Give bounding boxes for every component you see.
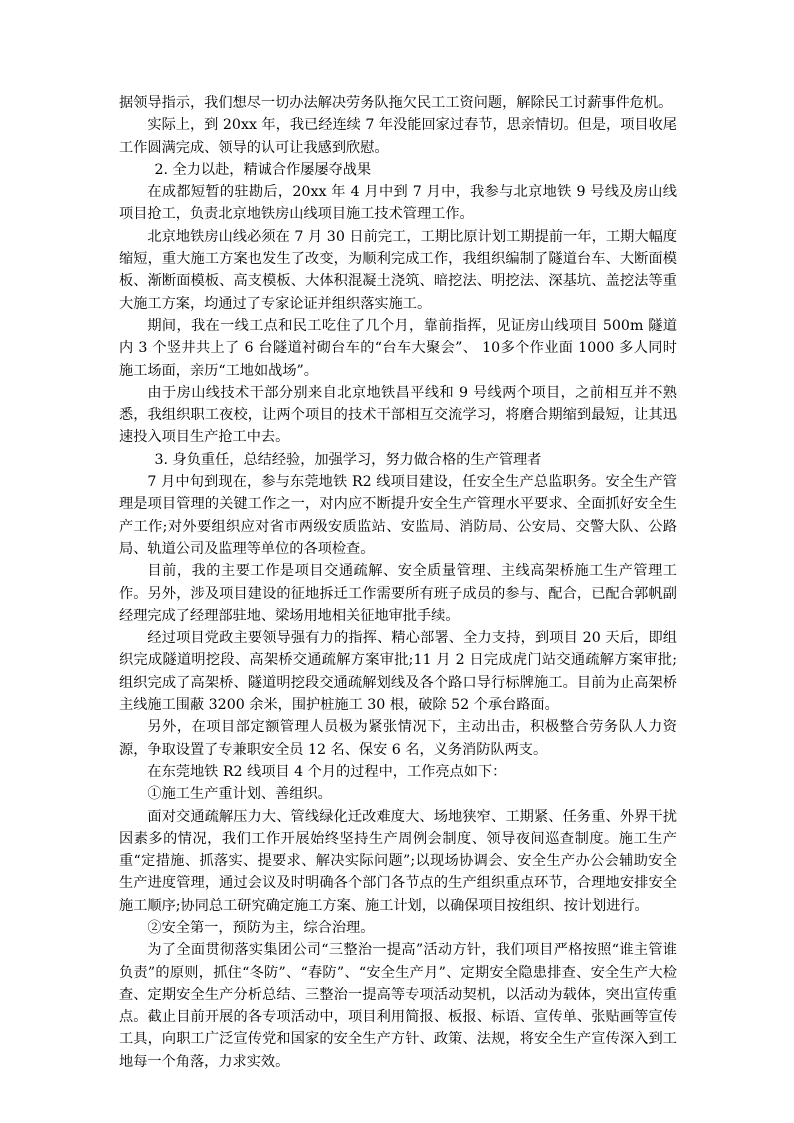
body-paragraph: ①施工生产重计划、善组织。 [147,786,332,803]
section-heading: 3. 身负重任，总结经验，加强学习，努力做合格的生产管理者 [154,451,542,468]
body-paragraph: 目前，我的主要工作是项目交通疏解、安全质量管理、主线高架桥施工生产管理工作。另外，涉及项目建设的征地拆迁工作需要所有班子成员的参与、配合，已配合郭帆副经理完成了经理部驻地、梁场用地相关征地审批手续。 [119,563,677,624]
body-paragraph: 为了全面贯彻落实集团公司“三整治一提高”活动方针，我们项目严格按照“谁主管谁负责”的原则，抓住“冬防”、“春防”、“安全生产月”、定期安全隐患排查、安全生产大检查、定期安全生产分析总结、三整治一提高等专项活动契机，以活动为载体，突出宣传重点。截止目前开展的各专项活动中，项目利用简报、板报、标语、宣传单、张贴画等宣传工具，向职工广泛宣传党和国家的安全生产方针、政策、法规，将安全生产宣传深入到工地每一个角落，力求实效。 [119,942,677,1070]
body-paragraph: 实际上，到 20xx 年，我已经连续 7 年没能回家过春节，思亲情切。但是，项目收尾工作圆满完成、领导的认可让我感到欣慰。 [119,117,677,156]
body-paragraph: 北京地铁房山线必须在 7 月 30 日前完工，工期比原计划工期提前一年，工期大幅度缩短，重大施工方案也发生了改变，为顺利完成工作，我组织编制了隧道台车、大断面模板、渐断面模板、高支模板、大体积混凝土浇筑、暗挖法、明挖法、深基坑、盖挖法等重大施工方案，均通过了专家论证并组织落实施工。 [119,228,677,312]
body-paragraph: 面对交通疏解压力大、管线绿化迁改难度大、场地狭窄、工期紧、任务重、外界干扰因素多的情况，我们工作开展始终坚持生产周例会制度、领导夜间巡查制度。施工生产重“定措施、抓落实、提要求、解决实际问题”;以现场协调会、安全生产办公会辅助安全生产进度管理，通过会议及时明确各个部门各节点的生产组织重点环节，合理地安排安全施工顺序;协同总工研究确定施工方案、施工计划，以确保项目按组织、按计划进行。 [119,808,677,914]
body-paragraph: 经过项目党政主要领导强有力的指挥、精心部署、全力支持，到项目 20 天后，即组织完成隧道明挖段、高架桥交通疏解方案审批;11 月 2 日完成虎门站交通疏解方案审批;组织完成了高架桥、隧道明挖段交通疏解划线及各个路口导行标牌施工。目前为止高架桥主线施工围蔽 3200 余米，围护桩施工 30 根，破除 52 个承台路面。 [119,630,677,714]
body-paragraph: 在东莞地铁 R2 线项目 4 个月的过程中，工作亮点如下： [147,763,507,780]
document-body [119,92,677,1073]
body-paragraph: ②安全第一，预防为主，综合治理。 [147,919,375,936]
section-heading: 2. 全力以赴，精诚合作屡屡夺战果 [154,161,372,178]
body-paragraph: 据领导指示，我们想尽一切办法解决劳务队拖欠民工工资问题，解除民工讨薪事件危机。 [119,95,673,111]
body-paragraph: 期间，我在一线工点和民工吃住了几个月，靠前指挥，见证房山线项目 500m 隧道内 3 个竖井共上了 6 台隧道衬砌台车的“台车大聚会”、 10多个作业面 1000 多人同时施工场面，亲历“工地如战场”。 [119,317,677,379]
body-paragraph: 由于房山线技术干部分别来自北京地铁昌平线和 9 号线两个项目，之前相互并不熟悉，我组织职工夜校，让两个项目的技术干部相互交流学习，将磨合期缩到最短，让其迅速投入项目生产抢工中去。 [119,384,677,446]
body-paragraph: 在成都短暂的驻勘后，20xx 年 4 月中到 7 月中，我参与北京地铁 9 号线及房山线项目抢工，负责北京地铁房山线项目施工技术管理工作。 [119,184,677,223]
body-paragraph: 7 月中旬到现在，参与东莞地铁 R2 线项目建设，任安全生产总监职务。安全生产管理是项目管理的关键工作之一，对内应不断提升安全生产管理水平要求、全面抓好安全生产工作;对外要组织应对省市两级安质监站、安监局、消防局、公安局、交警大队、公路局、轨道公司及监理等单位的各项检查。 [119,474,677,557]
body-paragraph: 另外，在项目部定额管理人员极为紧张情况下，主动出击，积极整合劳务队人力资源，争取设置了专兼职安全员 12 名、保安 6 名，义务消防队两支。 [119,719,677,758]
